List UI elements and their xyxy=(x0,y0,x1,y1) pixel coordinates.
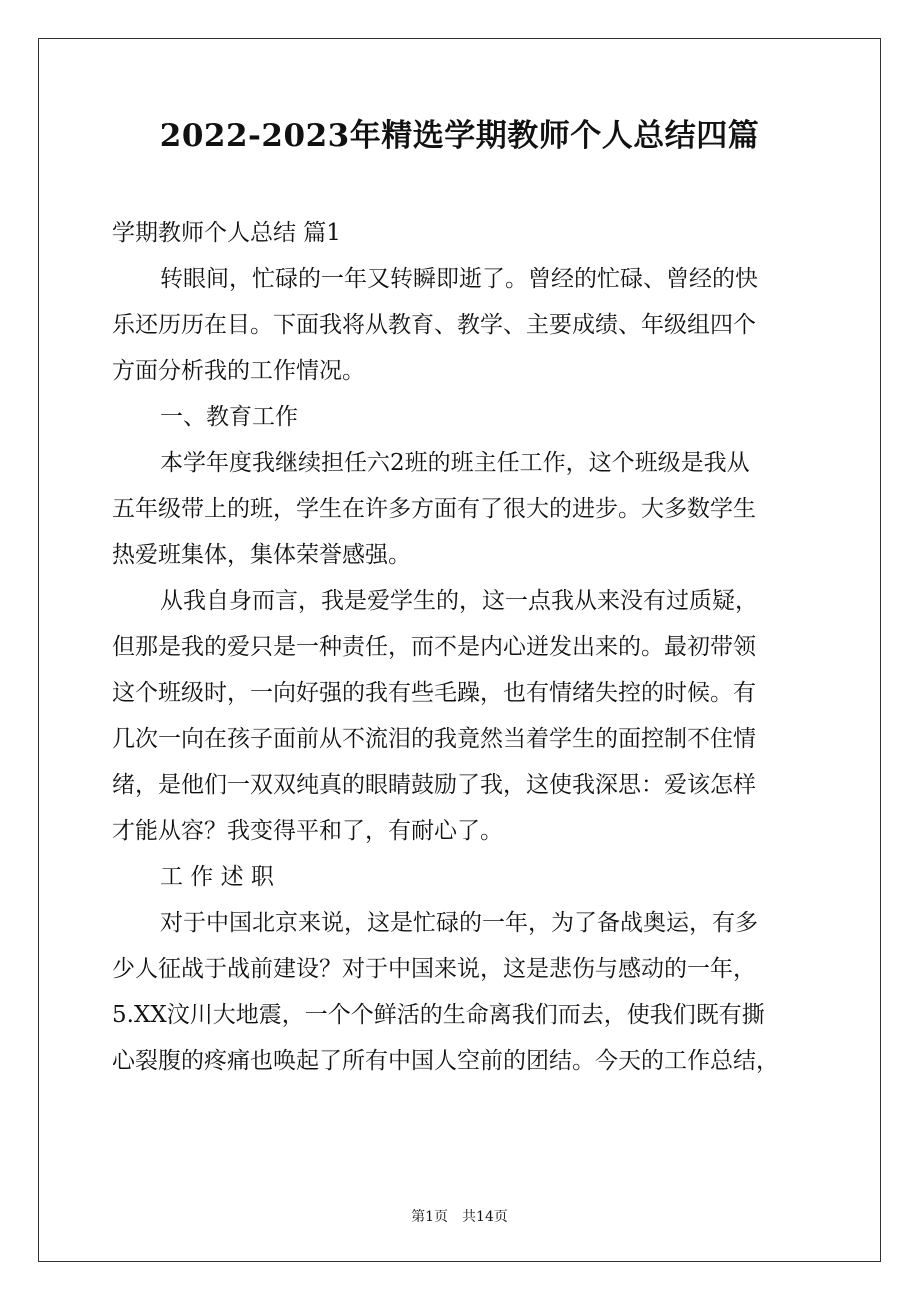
paragraph-line: 从我自身而言，我是爱学生的，这一点我从来没有过质疑， xyxy=(160,588,758,614)
paragraph-line: 五年级带上的班，学生在许多方面有了很大的进步。大多数学生 xyxy=(112,496,756,522)
paragraph-line: 少人征战于战前建设？对于中国来说，这是悲伤与感动的一年， xyxy=(112,956,756,982)
document-body xyxy=(112,210,814,1084)
paragraph-line: 本学年度我继续担任六2班的班主任工作，这个班级是我从 xyxy=(160,450,750,476)
paragraph-line: 绪，是他们一双双纯真的眼睛鼓励了我，这使我深思：爱该怎样 xyxy=(112,772,756,798)
paragraph-line: 热爱班集体，集体荣誉感强。 xyxy=(112,542,411,568)
paragraph-line: 转眼间，忙碌的一年又转瞬即逝了。曾经的忙碌、曾经的快 xyxy=(160,266,758,292)
paragraph-line: 心裂腹的疼痛也唤起了所有中国人空前的团结。今天的工作总结， xyxy=(112,1048,779,1074)
paragraph-line: 乐还历历在目。下面我将从教育、教学、主要成绩、年级组四个 xyxy=(112,312,756,338)
paragraph-line: 几次一向在孩子面前从不流泪的我竟然当着学生的面控制不住情 xyxy=(112,726,756,752)
subheading-work-report: 工 作 述 职 xyxy=(160,864,274,890)
section-heading: 学期教师个人总结 篇1 xyxy=(112,220,341,246)
paragraph-line: 这个班级时，一向好强的我有些毛躁，也有情绪失控的时候。有 xyxy=(112,680,756,706)
subheading-education: 一、教育工作 xyxy=(160,404,298,430)
paragraph-line: 5.XX汶川大地震，一个个鲜活的生命离我们而去，使我们既有撕 xyxy=(112,1002,765,1028)
paragraph-line: 但那是我的爱只是一种责任，而不是内心迸发出来的。最初带领 xyxy=(112,634,756,660)
paragraph-line: 对于中国北京来说，这是忙碌的一年，为了备战奥运，有多 xyxy=(160,910,758,936)
document-title: 2022-2023年精选学期教师个人总结四篇 xyxy=(159,118,760,154)
page-number-footer: 第1页 共14页 xyxy=(411,1209,508,1225)
paragraph-line: 方面分析我的工作情况。 xyxy=(112,358,365,384)
paragraph-line: 才能从容？我变得平和了，有耐心了。 xyxy=(112,818,503,844)
